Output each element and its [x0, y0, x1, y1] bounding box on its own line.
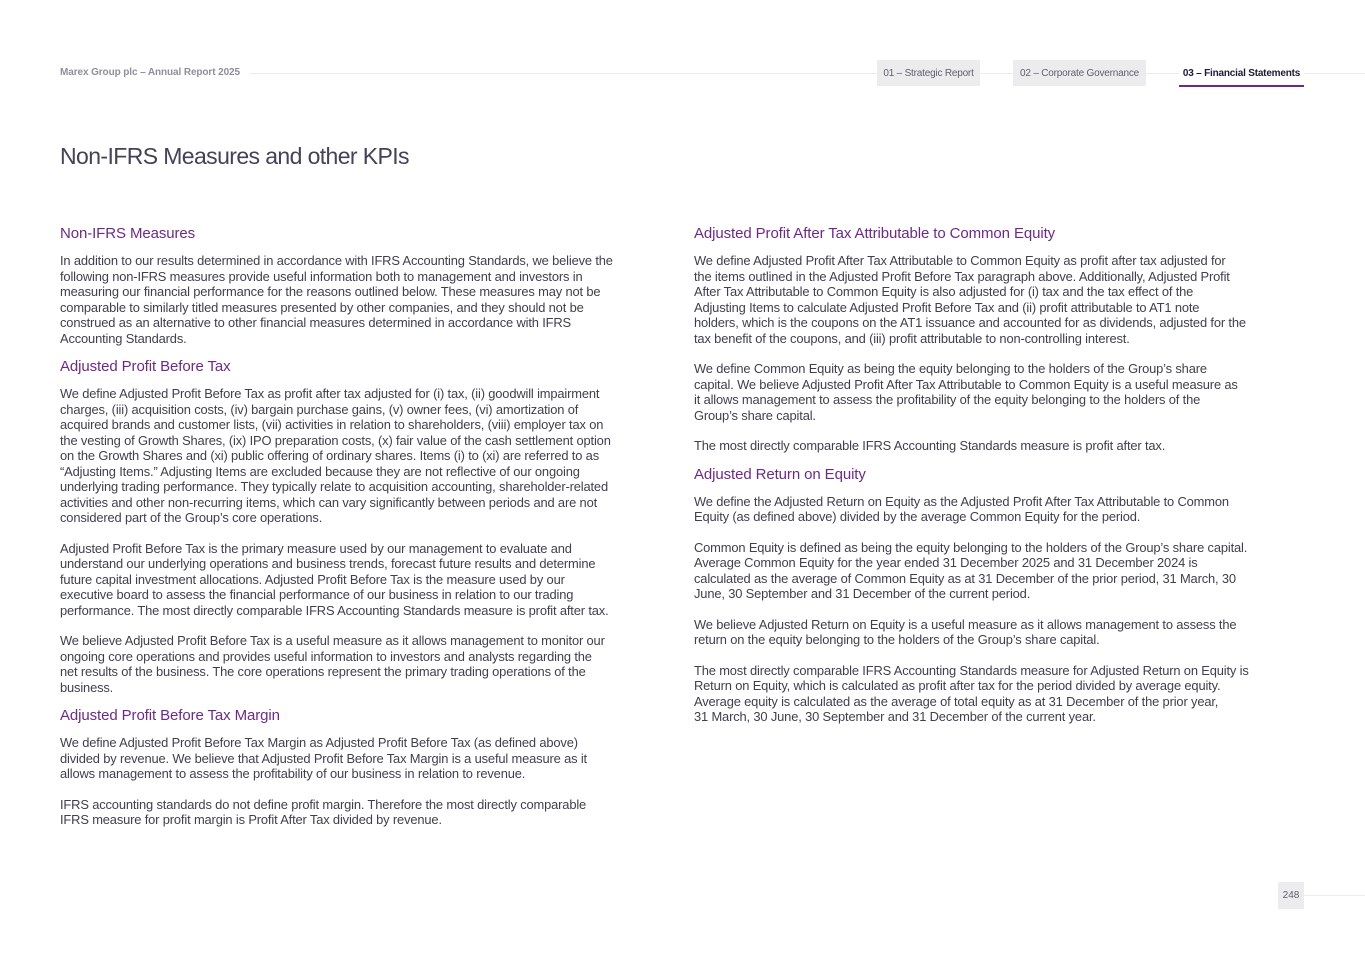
- paragraph: The most directly comparable IFRS Accounting Standards measure is profit after tax.: [694, 438, 1166, 453]
- footer-divider: [1304, 895, 1365, 896]
- paragraph: IFRS accounting standards do not define profit margin. Therefore the most directly comparable IFRS measure for profit margin is Profit After Tax divided by revenue.: [60, 796, 587, 827]
- section-heading-adjusted-profit-before-tax-margin: Adjusted Profit Before Tax Margin: [60, 707, 280, 724]
- paragraph: We define Adjusted Profit Before Tax Margin as Adjusted Profit Before Tax (as defined above) divided by revenue. We believe that Adjusted Profit Before Tax Margin is a useful measure as it allows management to assess the profitability of our business in relation to revenue.: [60, 735, 587, 781]
- section-heading-adjusted-return-on-equity: Adjusted Return on Equity: [694, 465, 866, 483]
- page-title: Non-IFRS Measures and other KPIs: [60, 143, 409, 169]
- paragraph: The most directly comparable IFRS Accounting Standards measure for Adjusted Return on Equity is Return on Equity, which is calculated as profit after tax for the period divided by average equity. Average equity is calculated as the average of total equity as at 31 December of the prior year, 31 March, 30 June, 30 September and 31 December of the current year.: [694, 662, 1249, 724]
- tab-financial-statements[interactable]: 03 – Financial Statements: [1179, 60, 1304, 87]
- report-title: Marex Group plc – Annual Report 2025: [60, 67, 240, 78]
- paragraph: Common Equity is defined as being the equity belonging to the holders of the Group’s share capital. Average Common Equity for the year ended 31 December 2025 and 31 December 2024 is calculated as the average of Common Equity as at 31 December of the prior period, 31 March, 30 June, 30 September and 31 December of the current period.: [694, 539, 1248, 601]
- paragraph: Adjusted Profit Before Tax is the primary measure used by our management to evaluate and understand our underlying operations and business trends, forecast future results and determine future capital investment allocations. Adjusted Profit Before Tax is the measure used by our executive board to assess the financial performance of our business in relation to our trading performance. The most directly comparable IFRS Accounting Standards measure is profit after tax.: [60, 540, 609, 618]
- paragraph: We define the Adjusted Return on Equity as the Adjusted Profit After Tax Attributable to Common Equity (as defined above) divided by the average Common Equity for the period.: [694, 493, 1229, 524]
- paragraph: In addition to our results determined in accordance with IFRS Accounting Standards, we believe the following non-IFRS measures provide useful information both to management and investors in measuring our financial performance for the reasons outlined below. These measures may not be comparable to similarly titled measures presented by other companies, and they should not be construed as an alternative to other financial measures determined in accordance with IFRS Accounting Standards.: [60, 253, 613, 346]
- section-heading-non-ifrs-measures: Non-IFRS Measures: [60, 225, 196, 242]
- page-number: 248: [1278, 882, 1304, 909]
- paragraph: We believe Adjusted Profit Before Tax is a useful measure as it allows management to monitor our ongoing core operations and provides useful information to investors and analysts regarding the net results of the business. The core operations represent the primary trading operations of the business.: [60, 633, 605, 695]
- paragraph: We define Adjusted Profit Before Tax as profit after tax adjusted for (i) tax, (ii) goodwill impairment charges, (iii) acquisition costs, (iv) bargain purchase gains, (v) owner fees, (vi) amortization of acquired brands and customer lists, (vii) activities in relation to shareholders, (viii) employer tax on the vesting of Growth Shares, (ix) IPO preparation costs, (x) fair value of the cash settlement option on the Growth Shares and (xi) public offering of ordinary shares. Items (i) to (xi) are referred to as “Adjusting Items.” Adjusting Items are excluded because they are not reflective of our ongoing underlying trading performance. They typically relate to acquisition accounting, shareholder-related activities and other non-recurring items, which can vary significantly between periods and are not considered part of the Group’s core operations.: [60, 386, 611, 525]
- section-heading-adjusted-profit-after-tax: Adjusted Profit After Tax Attributable to Common Equity: [694, 225, 1056, 242]
- paragraph: We define Common Equity as being the equity belonging to the holders of the Group’s share capital. We believe Adjusted Profit After Tax Attributable to Common Equity is a useful measure as it allows management to assess the profitability of the equity belonging to the holders of the Group’s share capital.: [694, 361, 1238, 423]
- tab-strategic-report[interactable]: 01 – Strategic Report: [877, 60, 980, 86]
- left-column: [60, 224, 672, 843]
- paragraph: We define Adjusted Profit After Tax Attributable to Common Equity as profit after tax adjusted for the items outlined in the Adjusted Profit Before Tax paragraph above. Additionally, Adjusted Profit After Tax Attributable to Common Equity is also adjusted for (i) tax and the tax effect of the Adjusting Items to calculate Adjusted Profit Before Tax and (ii) profit attributable to AT1 note holders, which is the coupons on the AT1 issuance and accounted for as dividends, adjusted for the tax benefit of the coupons, and (iii) profit attributable to non-controlling interest.: [694, 253, 1246, 346]
- tab-corporate-governance[interactable]: 02 – Corporate Governance: [1013, 60, 1146, 86]
- section-heading-adjusted-profit-before-tax: Adjusted Profit Before Tax: [60, 358, 231, 375]
- paragraph: We believe Adjusted Return on Equity is a useful measure as it allows management to assess the return on the equity belonging to the holders of the Group’s share capital.: [694, 616, 1237, 647]
- right-column: [694, 224, 1306, 740]
